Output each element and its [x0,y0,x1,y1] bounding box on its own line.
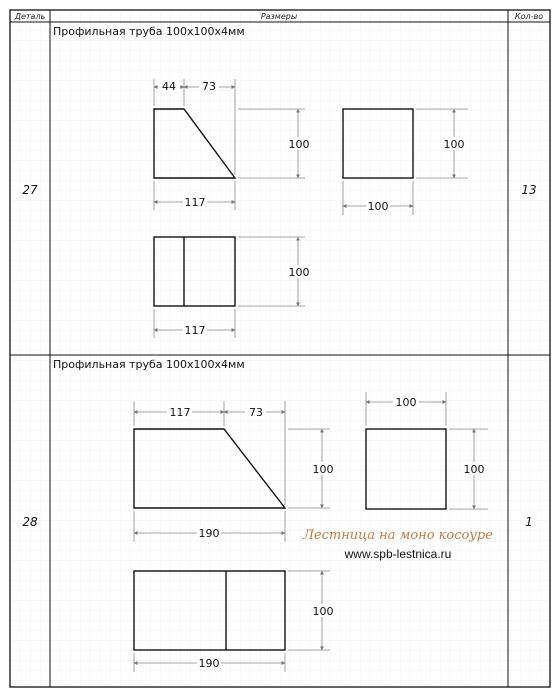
watermark-title: Лестница на моно косоуре [303,528,493,543]
dim-label: 44 [162,80,176,93]
part-number: 27 [22,183,38,197]
dim-label: 117 [184,196,206,209]
header-dimensions: Размеры [260,12,298,21]
dim-label: 100 [443,138,465,151]
material-title: Профильная труба 100х100х4мм [53,358,245,371]
dim-label: 100 [312,463,334,476]
quantity-value: 1 [525,515,533,529]
dim-label: 100 [367,200,389,213]
material-title: Профильная труба 100х100х4мм [53,25,245,38]
dim-label: 117 [169,406,191,419]
part-number: 28 [22,515,38,529]
dim-label: 73 [249,406,263,419]
quantity-value: 13 [521,183,537,197]
dim-label: 73 [202,80,216,93]
dim-label: 100 [288,266,310,279]
header-part: Деталь [14,12,46,21]
header-quantity: Кол-во [514,12,544,21]
dim-label: 100 [463,463,485,476]
grid-background [10,10,550,687]
dim-label: 117 [184,324,206,337]
dim-label: 100 [288,138,310,151]
dim-label: 100 [395,396,417,409]
watermark-url: www.spb-lestnica.ru [344,547,452,561]
dim-label: 190 [198,527,220,540]
dim-label: 100 [312,605,334,618]
dim-label: 190 [198,657,220,670]
